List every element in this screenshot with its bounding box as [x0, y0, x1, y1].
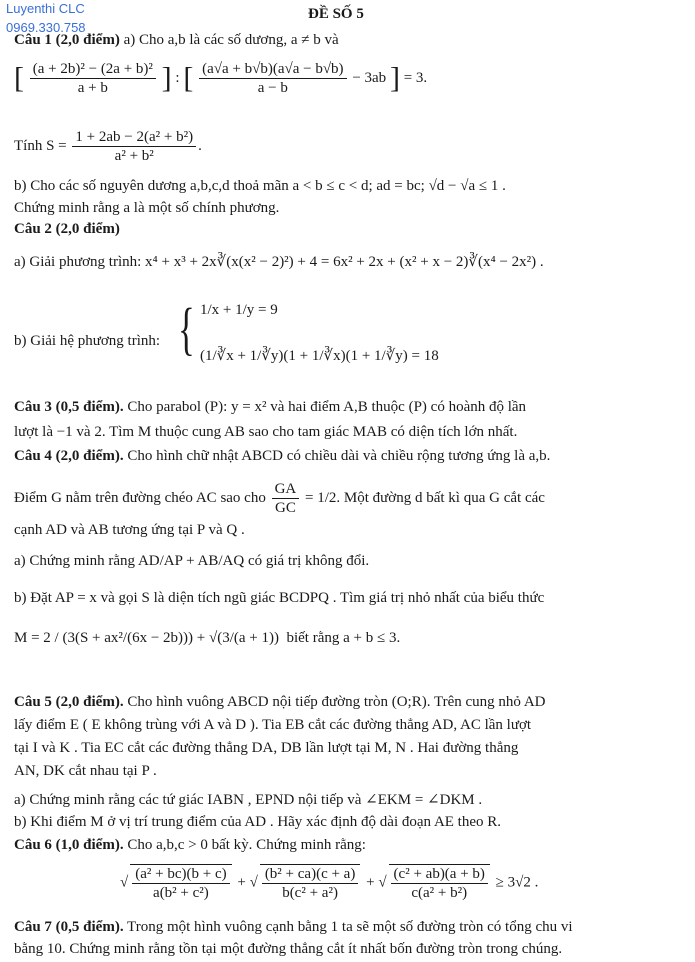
q1-intro — [14, 30, 339, 50]
q7-line1: Câu 7 (0,5 điểm). Trong một hình vuông cạnh bằng 1 ta sẽ một số đường tròn có tổng chu vi — [14, 919, 573, 935]
q4-a-line: a) Chứng minh rằng AD/AP + AB/AQ có giá trị không đổi. — [14, 553, 370, 569]
q6-term-1: $\frac{\text{(a² + bc)(b + c)}}{\text{a(b² + c²)}}$ — [130, 864, 231, 902]
q4-ratio-fraction: $\frac{GA}{GC}$ — [272, 480, 300, 517]
q1-label: Câu 1 (2,0 điểm) — [14, 32, 120, 48]
q2-b-prefix: b) Giải hệ phương trình: — [14, 333, 161, 349]
q5-line1: Câu 5 (2,0 điểm). Cho hình vuông ABCD nội tiếp đường tròn (O;R). Trên cung nhỏ AD — [14, 694, 546, 710]
q3-line1: Câu 3 (0,5 điểm). Cho parabol (P): y = x² và hai điểm A,B thuộc (P) có hoành độ lần — [14, 399, 527, 415]
q4-line2: Điểm G nằm trên đường chéo AC sao cho $\frac{GA}{GC}$ = 1/2. Một đường d bất kì qua G cắt các — [14, 481, 545, 516]
q2-b-eq1: 1/x + 1/y = 9 — [200, 302, 278, 318]
q2-label: Câu 2 (2,0 điểm) — [14, 221, 120, 237]
q1-a-intro: a) Cho a,b là các số dương, a ≠ b và — [123, 32, 339, 48]
q5-line4: AN, DK cắt nhau tại P . — [14, 763, 157, 779]
q1-a-ask-fraction: $\frac{\text{1 + 2ab − 2(a² + b²)}}{\text{a² + b²}}$ — [72, 128, 196, 165]
q4-line3: cạnh AD và AB tương ứng tại P và Q . — [14, 522, 245, 538]
q4-b-expr: M = 2 / (3(S + ax²/(6x − 2b))) + √(3/(a + 1)) biết rằng a + b ≤ 3. — [14, 630, 401, 646]
page-title: ĐỀ SỐ 5 — [308, 6, 364, 22]
q6-term-2: $\frac{\text{(b² + ca)(c + a)}}{\text{b(c² + a²)}}$ — [260, 864, 361, 902]
q1-a-ask: Tính S = $\frac{\text{1 + 2ab − 2(a² + b²)}}{\text{a² + b²}}$ . — [14, 129, 202, 164]
q7-line2: bằng 10. Chứng minh rằng tồn tại một đường thẳng cắt ít nhất bốn đường tròn trong chúng. — [14, 941, 563, 957]
q1-b-line1: b) Cho các số nguyên dương a,b,c,d thoả mãn a < b ≤ c < d; ad = bc; √d − √a ≤ 1 . — [14, 178, 506, 194]
q2-a-line: a) Giải phương trình: x⁴ + x³ + 2x∛(x(x² − 2)²) + 4 = 6x² + 2x + (x² + x − 2)∛(x⁴ − 2x²) . — [14, 254, 544, 270]
q6-term-3: $\frac{\text{(c² + ab)(a + b)}}{\text{c(a² + b²)}}$ — [389, 864, 490, 902]
q1-a-fraction-2: $\frac{(a√a + b√b)(a√a - b√b)}{a - b}$ — [199, 60, 346, 97]
q5-a-line: a) Chứng minh rằng các tứ giác IABN , EPND nội tiếp và ∠EKM = ∠DKM . — [14, 792, 483, 808]
q4-line1: Câu 4 (2,0 điểm). Cho hình chữ nhật ABCD có chiều dài và chiều rộng tương ứng là a,b. — [14, 448, 551, 464]
q2-b-eq2: (1/∛x + 1/∛y)(1 + 1/∛x)(1 + 1/∛y) = 18 — [200, 348, 439, 364]
watermark-name: Luyenthi CLC — [6, 1, 85, 16]
q1-a-expression: [ $\frac{\text{(a + 2b)² − (2a + b)²}}{a + b}$ ] : [ $\frac{(a√a + b√b)(a√a - b√b)}{a - b}$ − 3ab ] = 3. — [14, 61, 428, 96]
q5-line3: tại I và K . Tia EC cắt các đường thẳng DA, DB lần lượt tại M, N . Hai đường thẳng — [14, 740, 519, 756]
q1-a-fraction-1: $\frac{\text{(a + 2b)² − (2a + b)²}}{a + b}$ — [30, 60, 156, 97]
q3-line2: lượt là −1 và 2. Tìm M thuộc cung AB sao cho tam giác MAB có diện tích lớn nhất. — [14, 424, 518, 440]
q1-b-line2: Chứng minh rằng a là một số chính phương. — [14, 200, 280, 216]
q6-line1: Câu 6 (1,0 điểm). Cho a,b,c > 0 bất kỳ. Chứng minh rằng: — [14, 837, 366, 853]
q2-b-system-brace: { — [178, 296, 195, 361]
q5-b-line: b) Khi điểm M ở vị trí trung điểm của AD . Hãy xác định độ dài đoạn AE theo R. — [14, 814, 502, 830]
watermark-phone: 0969.330.758 — [6, 20, 86, 35]
q5-line2: lấy điểm E ( E không trùng với A và D ). Tia EB cắt các đường thẳng AD, AC lần lượt — [14, 717, 532, 733]
q4-b-line: b) Đặt AP = x và gọi S là diện tích ngũ giác BCDPQ . Tìm giá trị nhỏ nhất của biểu thức — [14, 590, 545, 606]
q6-inequality: √ $\frac{\text{(a² + bc)(b + c)}}{\text{a(b² + c²)}}$ + √ $\frac{\text{(b² + ca)(c + a)}}{\text{b(c² + a²)}}$ + √ $\frac{\text{(c² + ab)(a + b)}}{\text{c(a² + b²)}}$ ≥ 3√2 . — [120, 866, 539, 901]
